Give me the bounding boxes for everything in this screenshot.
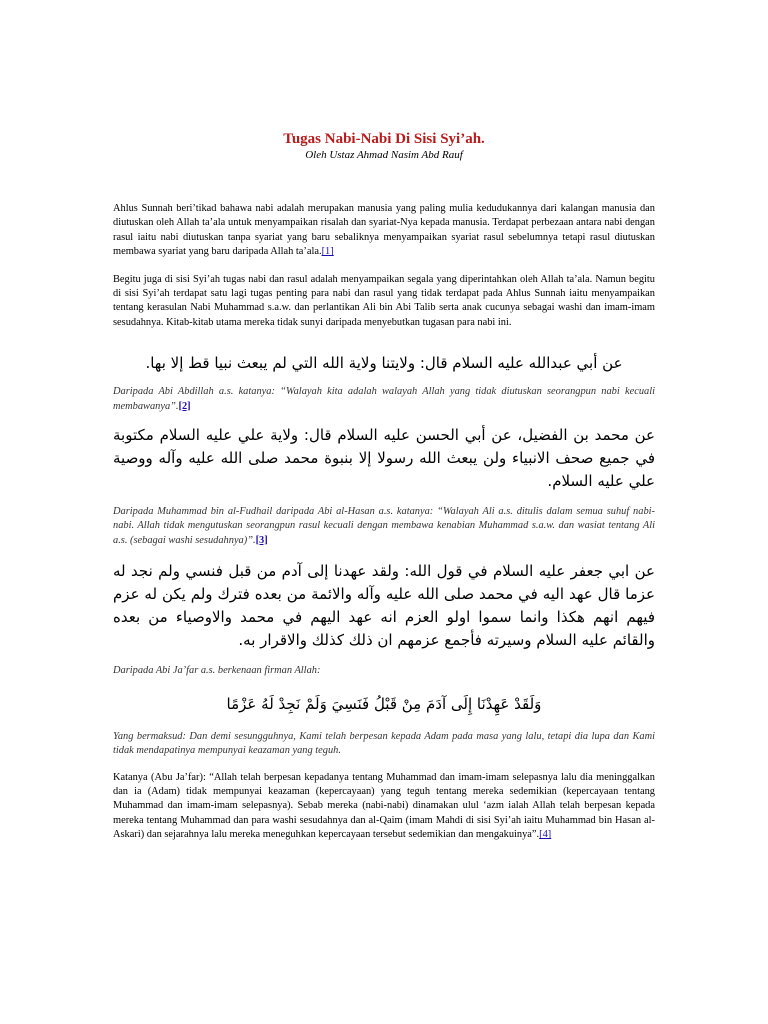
- translation-2: [113, 505, 655, 548]
- translation-1-text: Daripada Abi Abdillah a.s. katanya: “Walayah kita adalah walayah Allah yang tidak diutuskan seorangpun nabi kecuali membawanya”.: [113, 386, 655, 412]
- arabic-quote-2: عن محمد بن الفضيل، عن أبي الحسن عليه السلام قال: ولاية علي عليه السلام مكتوبة في جميع صحف الانبياء ولن يبعث الله رسولا إلا بنبوة محمد صلى الله عليه وآله ووصية علي عليه السلام.: [113, 426, 655, 491]
- translation-1: [113, 385, 655, 414]
- paragraph-abu-jafar: [113, 771, 655, 843]
- document-author: Oleh Ustaz Ahmad Nasim Abd Rauf: [305, 149, 463, 161]
- paragraph-intro: [113, 202, 655, 260]
- paragraph-abu-jafar-text: Katanya (Abu Ja’far): “Allah telah berpesan kepadanya tentang Muhammad dan imam-imam selepasnya lalu dia meninggalkan dan ia (Adam) tidak mempunyai keazaman (kepercayaan) yang teguh tentang mereka sedemikian (kepercayaan tentang Muhammad dan imam-imam selepasnya). Sebab mereka (nabi-nabi) dinamakan ulul ‘azm ialah Allah telah berpesan kepada mereka tentang Muhammad dan para washi sesudahnya dan al-Qaim (imam Mahdi di sisi Syi’ah iaitu Muhammad bin Hasan al-Askari) dan sejarahnya lalu mereka meneguhkan kepercayaan tersebut sedemikian dan mengakuinya”.: [113, 771, 655, 841]
- arabic-quote-3: عن ابي جعفر عليه السلام في قول الله: ولقد عهدنا إلى آدم من قبل فنسي ولم نجد له عزما قال عهد اليه في محمد صلى الله عليه وآله والائمة من بعده فترك ولم يكن له عزم فيهم انهم هكذا وانما سموا اولو العزم انه عهد اليهم في محمد والاوصياء من بعده والقائم عليه السلام وسيرته فأجمع عزمهم ان ذلك كذلك والاقرار به.: [113, 562, 655, 650]
- footnote-link-2[interactable]: [2]: [178, 400, 191, 412]
- footnote-link-3[interactable]: [3]: [255, 534, 268, 546]
- arabic-quote-1: عن أبي عبدالله عليه السلام قال: ولايتنا ولاية الله التي لم يبعث نبيا قط إلا بها.: [145, 354, 623, 373]
- paragraph-intro-text: Ahlus Sunnah beri’tikad bahawa nabi adalah merupakan manusia yang paling mulia kedudukannya dari kalangan manusia dan diutuskan oleh Allah ta’ala untuk menyampaikan risalah dan syariat-Nya kepada manusia. Terdapat perbezaan antara nabi dengan rasul iaitu nabi diutuskan tanpa syariat yang baru sebaliknya menyampaikan syariat rasul sebelumnya tetapi rasul diutuskan membawa syariat yang baru daripada Allah ta’ala.: [113, 203, 655, 258]
- translation-2-text: Daripada Muhammad bin al-Fudhail daripada Abi al-Hasan a.s. katanya: “Walayah Ali a.s. ditulis dalam semua suhuf nabi-nabi. Allah tidak mengutuskan seorangpun rasul kecuali dengan membawa kenabian Muhammad s.a.w. dan wasiat tentang Ali a.s. (sebagai washi sesudahnya)”.: [113, 506, 655, 546]
- footnote-link-1[interactable]: [1]: [321, 246, 334, 258]
- footnote-link-4[interactable]: [4]: [539, 829, 552, 841]
- document-page: [113, 120, 655, 843]
- quran-verse: وَلَقَدْ عَهِدْنَا إِلَى آدَمَ مِنْ قَبْلُ فَنَسِيَ وَلَمْ نَجِدْ لَهُ عَزْمًا: [226, 694, 542, 713]
- quran-translation: Yang bermaksud: Dan demi sesungguhnya, Kami telah berpesan kepada Adam pada masa yang lalu, tetapi dia lupa dan Kami tidak mendapatinya mempunyai keazaman yang teguh.: [113, 730, 655, 757]
- translation-3-intro: Daripada Abi Ja’far a.s. berkenaan firman Allah:: [113, 665, 321, 677]
- document-title: Tugas Nabi-Nabi Di Sisi Syi’ah.: [283, 131, 485, 147]
- paragraph-syiah-duties: Begitu juga di sisi Syi’ah tugas nabi dan rasul adalah menyampaikan segala yang diperintahkan oleh Allah ta’ala. Namun begitu di sisi Syi’ah terdapat satu lagi tugas penting para nabi dan rasul yang tidak terdapat pada Ahlus Sunnah iaitu menyampaikan tentang kerasulan Nabi Muhammad s.a.w. dan perlantikan Ali bin Abi Talib serta anak cucunya sebagai washi dan imam-imam sesudahnya. Kitab-kitab utama mereka tidak sunyi daripada menyebutkan tugasan para nabi ini.: [113, 273, 655, 328]
